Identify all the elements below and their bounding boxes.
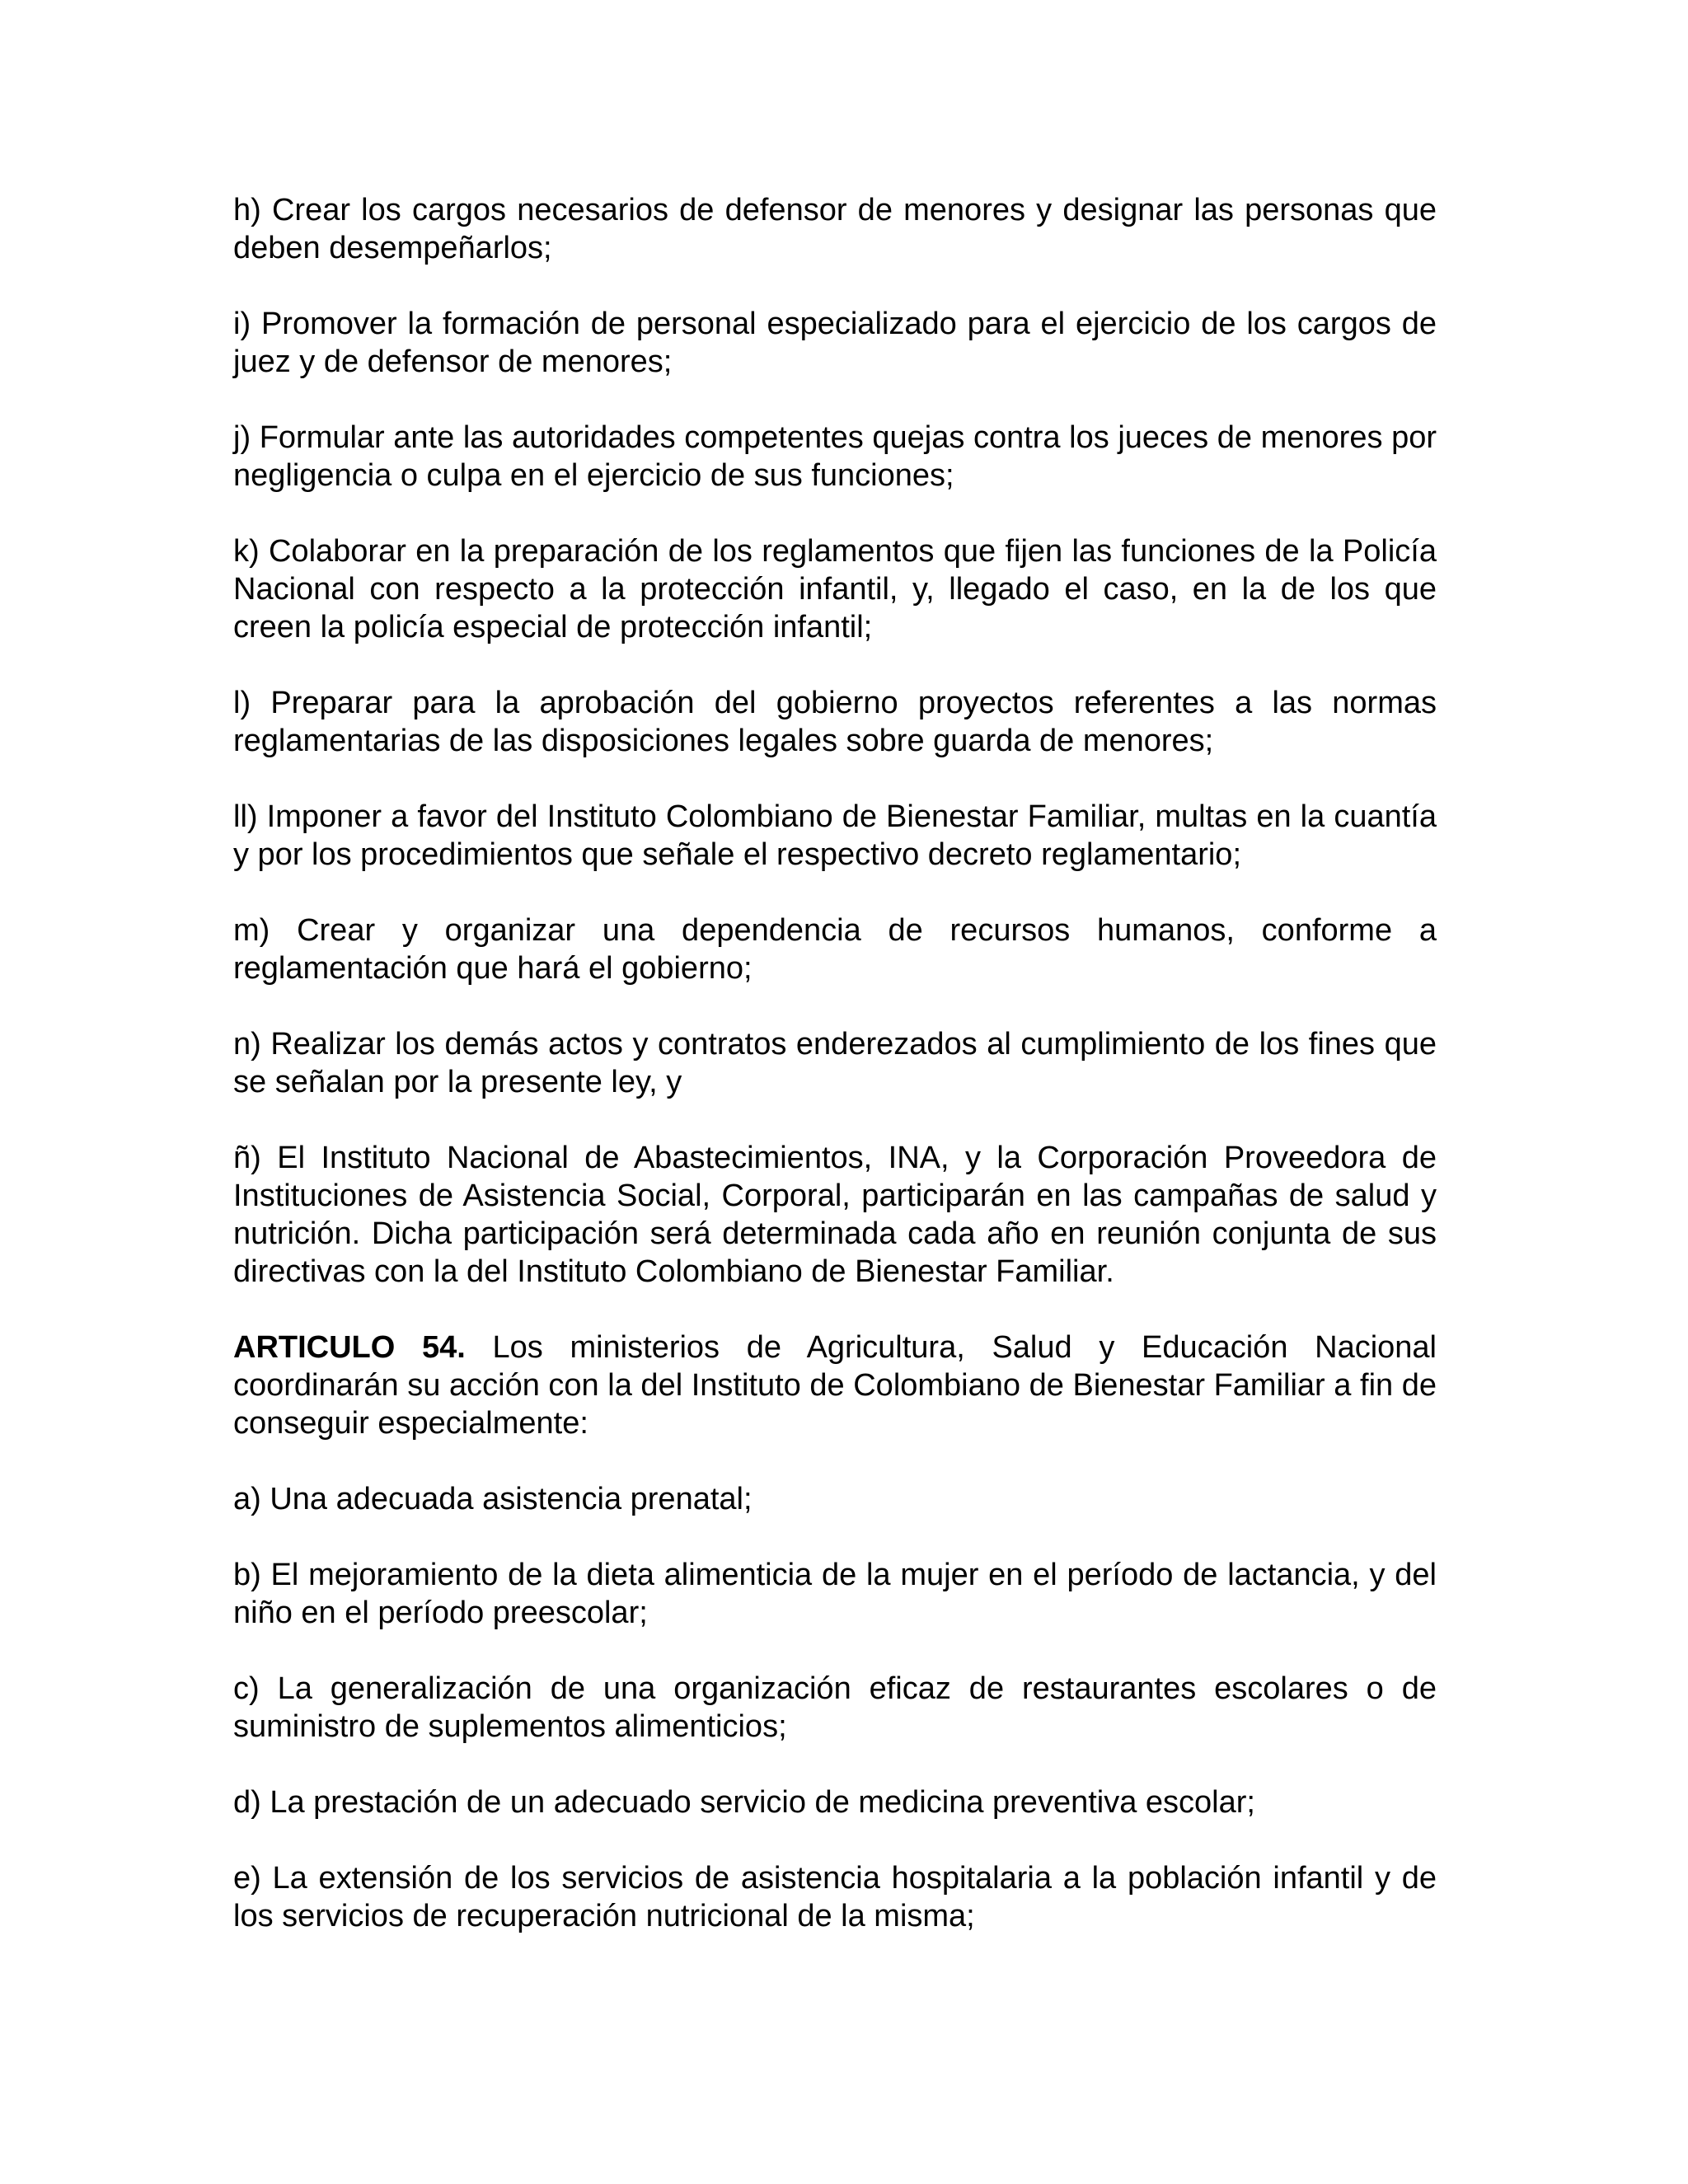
list-item-i: i) Promover la formación de personal especializado para el ejercicio de los cargos de juez y de defensor de menores; [233,307,1437,379]
list-item-ll: ll) Imponer a favor del Instituto Colombiano de Bienestar Familiar, multas en la cuantía y por los procedimientos que señale el respectivo decreto reglamentario; [233,799,1437,872]
list-item-c: c) La generalización de una organización eficaz de restaurantes escolares o de suministro de suplementos alimenticios; [233,1671,1437,1744]
list-item-j: j) Formular ante las autoridades competentes quejas contra los jueces de menores por negligencia o culpa en el ejercicio de sus funciones; [233,420,1437,493]
list-item-n: n) Realizar los demás actos y contratos enderezados al cumplimiento de los fines que se señalan por la presente ley, y [233,1027,1437,1099]
document-body [233,191,1437,1973]
list-item-k: k) Colaborar en la preparación de los reglamentos que fijen las funciones de la Policía Nacional con respecto a la protección infantil, y, llegado el caso, en la de los que creen la policía especial de protección infantil; [233,534,1437,644]
list-item-b: b) El mejoramiento de la dieta alimenticia de la mujer en el período de lactancia, y del niño en el período preescolar; [233,1558,1437,1630]
list-item-l: l) Preparar para la aprobación del gobierno proyectos referentes a las normas reglamentarias de las disposiciones legales sobre guarda de menores; [233,686,1437,758]
list-item-h: h) Crear los cargos necesarios de defensor de menores y designar las personas que deben desempeñarlos; [233,193,1437,265]
list-item-e: e) La extensión de los servicios de asistencia hospitalaria a la población infantil y de los servicios de recuperación nutricional de la misma; [233,1861,1437,1933]
article-54-paragraph [233,1329,1437,1442]
article-heading: ARTICULO 54. [233,1330,466,1365]
list-item-d: d) La prestación de un adecuado servicio de medicina preventiva escolar; [233,1785,1255,1820]
list-item-a: a) Una adecuada asistencia prenatal; [233,1482,753,1516]
article-body: Los ministerios de Agricultura, Salud y Educación Nacional coordinarán su acción con la del Instituto de Colombiano de Bienestar Familiar a fin de conseguir especialmente: [233,1330,1437,1441]
list-item-enye: ñ) El Instituto Nacional de Abastecimientos, INA, y la Corporación Proveedora de Instituciones de Asistencia Social, Corporal, participarán en las campañas de salud y nutrición. Dicha participación será determinada cada año en reunión conjunta de sus directivas con la del Instituto Colombiano de Bienestar Familiar. [233,1141,1437,1289]
list-item-m: m) Crear y organizar una dependencia de recursos humanos, conforme a reglamentación que hará el gobierno; [233,913,1437,986]
